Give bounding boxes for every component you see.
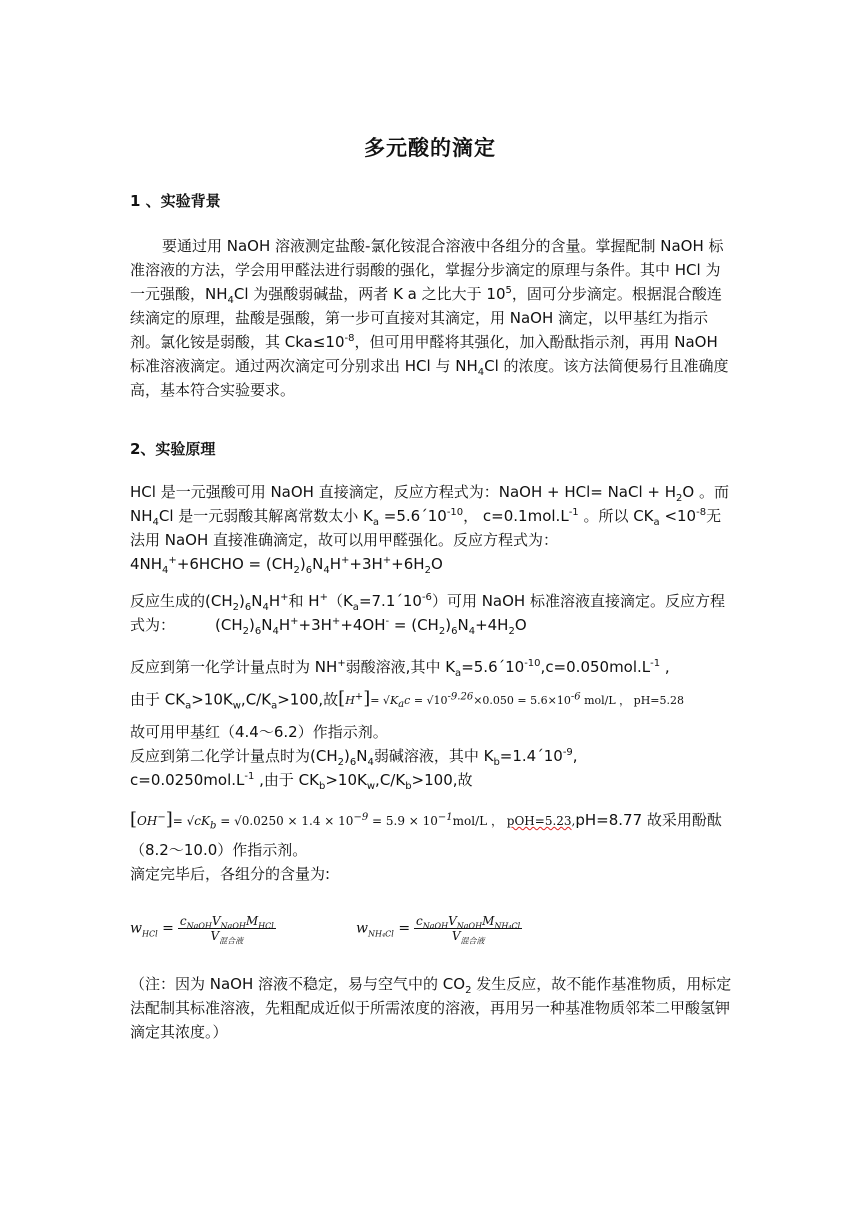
equation-formaldehyde: $4NH_4^++6HCHO = (CH_2)_6N_4H^++3H^++6H_2O$ bbox=[130, 555, 443, 576]
principle-paragraph-3: 反应到第一化学计量点时为 NH+弱酸溶液,其中 $K_a=5.6´10^{-10},c=0.050mol.L^{-1}$ , bbox=[130, 658, 670, 679]
principle-paragraph-5: $[OH^-]= √cK_b = √0.0250 \times 1.4 \times 10^{-9} = 5.9 \times 10^{-1}mol/L$ ， pOH=5.23,pH=8.77 故采用酚酞 bbox=[130, 806, 734, 835]
background-paragraph: 要通过用 NaOH 溶液测定盐酸-氯化铵混合溶液中各组分的含量。掌握配制 NaOH 标准溶液的方法，学会用甲醛法进行弱酸的强化，掌握分步滴定的原理与条件。其中 HCl 为一元强酸，$NH_4Cl$ 为强酸弱碱盐，两者 K a 之比大于 $10^5$，固可分步滴定。根据混合酸连续滴定的原理，盐酸是强酸，第一步可直接对其滴定，用 NaOH 滴定，以甲基红为指示剂。氯化铵是弱酸，其 $Cka\le 10^{-8}$，但可用甲醛将其强化，加入酚酞指示剂，再用 NaOH 标准溶液滴定。通过两次滴定可分别求出 HCl 与 $NH_4Cl$ 的浓度。该方法简便易行且准确度高，基本符合实验要求。 bbox=[130, 237, 729, 399]
principle-paragraph-4: 故可用甲基红（4.4～6.2）作指示剂。 反应到第二化学计量点时为$(CH_2)_6N_4$弱碱溶液，其中 $K_b=1.4´10^{-9}$, $c=0.0250mol.L^{-1}$ ,由于 $CK_b>10K_w,C/K_b>100$,故 bbox=[130, 723, 578, 792]
note-paragraph: （注：因为 NaOH 溶液不稳定，易与空气中的 $CO_2$ 发生反应，故不能作基准物质，用标定法配制其标准溶液，先粗配成近似于所需浓度的溶液，再用另一种基准物质邻苯二甲酸氢钾滴定其浓度。） bbox=[130, 975, 732, 1041]
page-title: 多元酸的滴定 bbox=[364, 136, 496, 160]
principle-paragraph-1: HCl 是一元强酸可用 NaOH 直接滴定，反应方程式为：NaOH + HCl= NaCl + $H_2O$ 。而 $NH_4Cl$ 是一元弱酸其解离常数太小 $K_a$ $=5.6´10^{-10}$， $c=0.1mol.L^{-1}$ 。所以 $CK_a <10^{-8}$无法用 NaOH 直接准确滴定，故可以用甲醛强化。反应方程式为： $4NH_4^++6HCHO = (CH_2)_6N_4H^++3H^++6H_2O$ bbox=[130, 483, 729, 576]
principle-paragraph-3b: 由于 $CK_a>10K_w,C/K_a>100$,故$[H^+]= √K_ac = √10^{-9.26}\times 0.050 = 5.6\times 10^{-6}$ mol/L ， pH=5.28 bbox=[130, 686, 734, 714]
equation-titration: $(CH_2)_6N_4H^++3H^++4OH^- = (CH_2)_6N_4+4H_2O$ bbox=[215, 616, 527, 637]
formula-w-hcl: $w_{HCl}$ = $\frac{c_{NaOH}V_{NaOH}M_{HCl}}{V_{混合液}}$ bbox=[130, 914, 274, 946]
section-heading-background: 1 、实验背景 bbox=[130, 192, 221, 210]
principle-paragraph-6: （8.2～10.0）作指示剂。 滴定完毕后，各组分的含量为: bbox=[130, 841, 331, 883]
section-heading-principle: 2、实验原理 bbox=[130, 440, 216, 458]
principle-paragraph-2: 反应生成的$(CH_2)_6N_4H^+$和 $H^+(K_a=7.1´10^{-6})$可用 NaOH 标准溶液直接滴定。反应方程式为： $(CH_2)_6N_4H^++3H^++4OH^- = (CH_2)_6N_4+4H_2O$ bbox=[130, 592, 725, 637]
formula-oh-ion-concentration: $[OH^-]= √cK_b = √0.0250 \times 1.4 \times 10^{-9} = 5.9 \times 10^{-1}mol/L$ ， pOH=5.23, bbox=[130, 806, 575, 835]
formula-h-ion-concentration: $[H^+]= √K_ac = √10^{-9.26}\times 0.050 = 5.6\times 10^{-6}$ mol/L ， pH=5.28 bbox=[338, 686, 684, 714]
formula-w-nh4cl: $w_{NH_4Cl}$ = $\frac{c_{NaOH}V_{NaOH}M_{NH_4Cl}}{V_{混合液}}$ bbox=[356, 914, 521, 946]
